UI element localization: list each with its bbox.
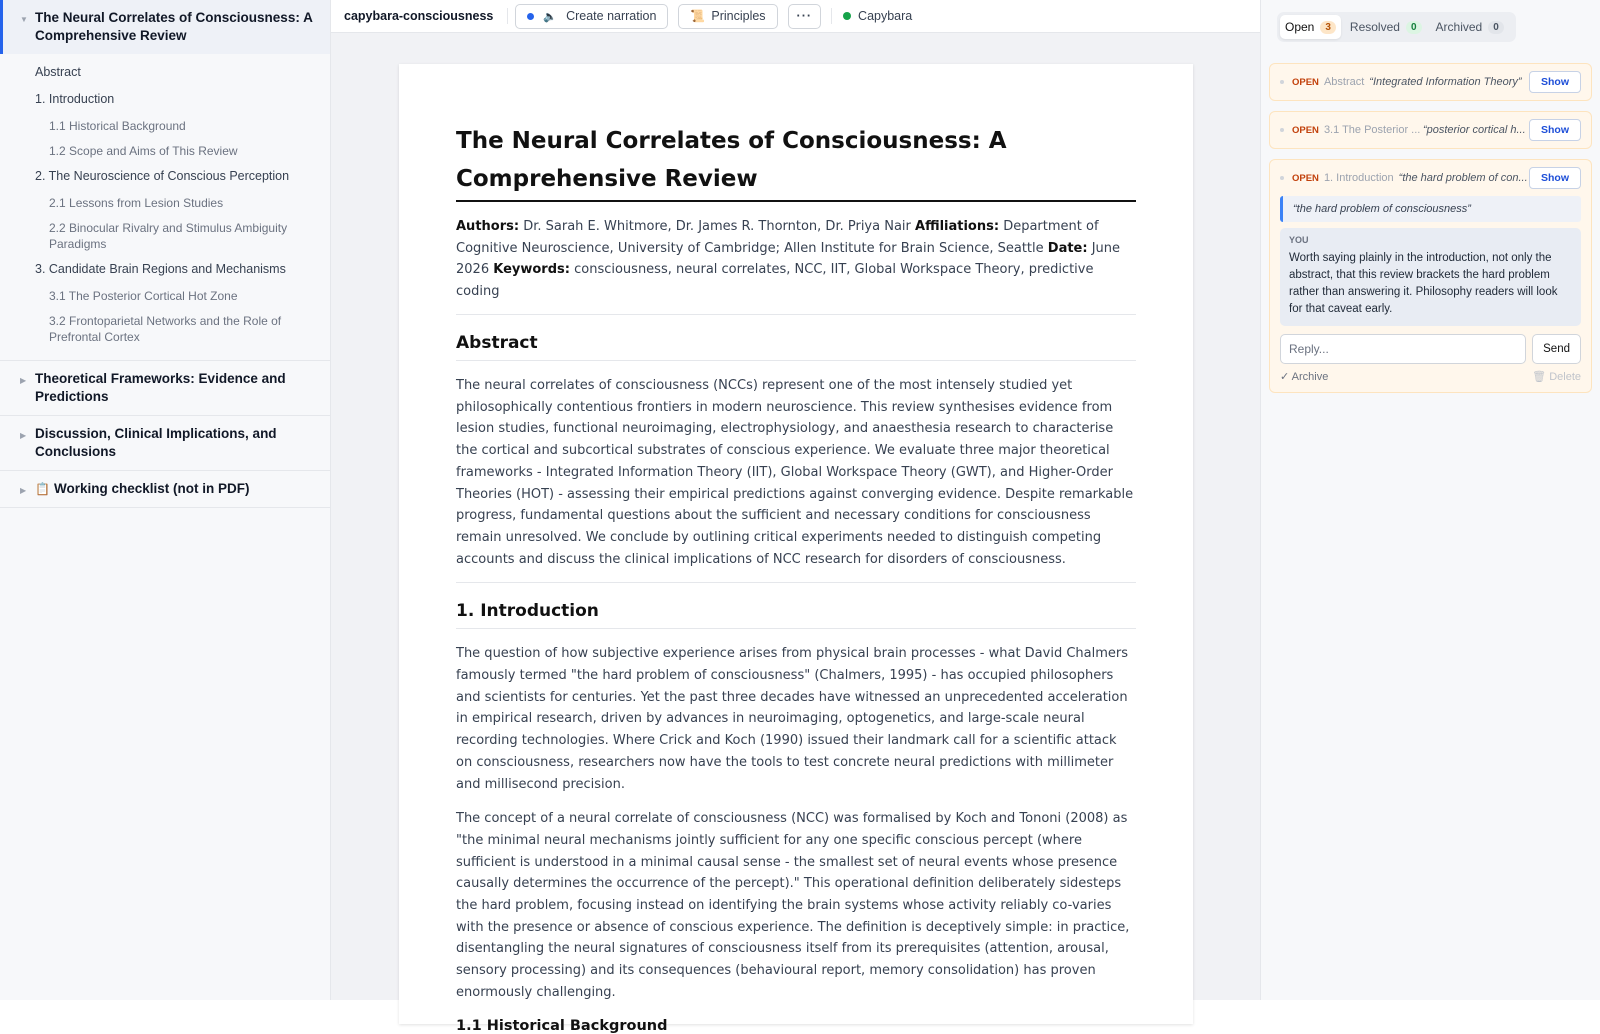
comment-card-header bbox=[1280, 160, 1581, 196]
toc-item-abstract[interactable]: Abstract bbox=[35, 65, 81, 79]
model-status bbox=[843, 9, 912, 23]
comment-card[interactable] bbox=[1269, 63, 1592, 101]
status-badge: OPEN bbox=[1292, 124, 1319, 136]
toolbar-divider bbox=[831, 8, 832, 24]
speaker-icon: 🔈 bbox=[543, 10, 558, 23]
outline-section-title: Working checklist (not in PDF) bbox=[53, 481, 250, 496]
bullet-icon bbox=[1280, 176, 1284, 180]
bullet-icon bbox=[1280, 128, 1284, 132]
create-narration-button[interactable] bbox=[515, 4, 668, 29]
comment-quote: “the hard problem of con... bbox=[1398, 172, 1528, 184]
abstract-paragraph: The neural correlates of consciousness (NCCs) represent one of the most intensely studied yet philosophically contentious frontiers in modern neuroscience. This review synthesises evidence from lesion studies, functional neuroimaging, electrophysiology, and anaesthesia research to characterise the cortical and subcortical substrates of conscious experience. We evaluate three major theoretical frameworks - Integrated Information Theory (IIT), Global Workspace Theory (GWT), and Higher-Order Theories (HOT) - assessing their empirical predictions against converging evidence. Despite remarkable progress, fundamental questions about the sufficient and necessary conditions for consciousness remain unresolved. We conclude by outlining critical experiments needed to distinguish competing accounts and discuss the clinical implications of NCC research for disorders of consciousness. bbox=[456, 375, 1136, 583]
show-button[interactable]: Show bbox=[1529, 119, 1581, 141]
comment-anchor: 1. Introduction bbox=[1323, 172, 1394, 184]
comment-body: Worth saying plainly in the introduction, not only the abstract, that this review brackets the hard problem rather than answering it. Philosophy readers will look for that caveat early. bbox=[1289, 252, 1558, 315]
introduction-paragraph-2: The concept of a neural correlate of consciousness (NCC) was formalised by Koch and Tononi (2008) as "the minimal neural mechanisms jointly sufficient for any one specific conscious percept (where sufficient is understood in a minimal causal sense - the smallest set of neural events whose presence causally determines the occurrence of the percept)." This operational definition deliberately sidesteps the hard problem, focusing instead on identifying the brain systems whose activity reliably co-varies with the presence or absence of conscious experience. The definition is deceptively simple: in practice, disentangling the neural signatures of consciousness itself from its prerequisites (attention, arousal, sensory processing) and its consequences (behavioural report, memory consolidation) has proven enormously challenging. bbox=[456, 811, 1130, 1000]
comment-quote: “Integrated Information Theory” bbox=[1369, 76, 1522, 88]
count-badge: 0 bbox=[1406, 21, 1422, 34]
outline-section bbox=[0, 361, 330, 416]
tab-open[interactable] bbox=[1280, 15, 1341, 39]
outline-toc-list bbox=[0, 54, 330, 360]
outline-section-title: Theoretical Frameworks: Evidence and Predictions bbox=[35, 371, 286, 404]
comment-anchor: 3.1 The Posterior ... bbox=[1323, 124, 1421, 136]
document-canvas[interactable] bbox=[331, 33, 1260, 1034]
outline-section-title: The Neural Correlates of Consciousness: A Comprehensive Review bbox=[35, 10, 313, 43]
outline-section-header-frameworks[interactable] bbox=[0, 361, 330, 415]
tab-resolved[interactable] bbox=[1345, 15, 1427, 39]
introduction-paragraph-1: The question of how subjective experience arises from physical brain processes - what David Chalmers famously termed "the hard problem of consciousness" (Chalmers, 1995) - has occupied philosophers and scientists for centuries. Yet the past three decades have witnessed an unprecedented acceleration in empirical research, driven by advances in neuroimaging, optogenetics, and large-scale neural recording technologies. Where Crick and Koch (1990) issued their landmark call for a scientific attack on consciousness, researchers now have the tools to test concrete neural predictions with millimeter and millisecond precision. bbox=[456, 646, 1129, 792]
keywords-value: consciousness, neural correlates, NCC, IIT, Global Workspace Theory, predictive coding bbox=[456, 262, 1094, 299]
outline-section-header-discussion[interactable] bbox=[0, 416, 330, 470]
authors-value: Dr. Sarah E. Whitmore, Dr. James R. Thornton, Dr. Priya Nair bbox=[523, 219, 911, 234]
comment-author: YOU bbox=[1289, 235, 1309, 245]
outline-section-title-wrap bbox=[35, 480, 249, 498]
affiliations-value: Department of Cognitive Neuroscience, University of Cambridge; Allen Institute for Brain Science, Seattle bbox=[456, 219, 1099, 256]
count-badge: 3 bbox=[1320, 21, 1336, 34]
date-label: Date: bbox=[1047, 240, 1088, 256]
model-name: Capybara bbox=[858, 9, 913, 23]
introduction-heading: 1. Introduction bbox=[456, 601, 1136, 629]
outline-section bbox=[0, 416, 330, 471]
outline-section-title: Discussion, Clinical Implications, and Conclusions bbox=[35, 426, 277, 459]
comment-actions bbox=[1280, 370, 1581, 392]
comment-message bbox=[1280, 228, 1581, 326]
show-button[interactable]: Show bbox=[1529, 71, 1581, 93]
comment-filter-tabs bbox=[1277, 12, 1516, 42]
show-button[interactable]: Show bbox=[1529, 167, 1581, 189]
document-page bbox=[399, 64, 1193, 1034]
send-button[interactable]: Send bbox=[1532, 334, 1581, 364]
date-value: June 2026 bbox=[456, 240, 1121, 277]
keywords-label: Keywords: bbox=[493, 262, 570, 277]
quoted-text: “the hard problem of consciousness” bbox=[1280, 196, 1581, 222]
chevron-down-icon: ▼ bbox=[20, 15, 28, 24]
reply-row bbox=[1280, 334, 1581, 364]
toc-item-binocular-rivalry[interactable]: 2.2 Binocular Rivalry and Stimulus Ambiguity Paradigms bbox=[49, 221, 288, 251]
authors-label: Authors: bbox=[456, 219, 520, 234]
toc-item-posterior-hot-zone[interactable]: 3.1 The Posterior Cortical Hot Zone bbox=[49, 289, 238, 303]
chevron-right-icon: ▶ bbox=[20, 376, 27, 385]
abstract-heading: Abstract bbox=[456, 333, 1136, 361]
affiliations-label: Affiliations: bbox=[915, 219, 1000, 234]
comment-card-header bbox=[1280, 112, 1581, 148]
top-toolbar bbox=[331, 0, 1260, 33]
toc-item-scope-and-aims[interactable]: 1.2 Scope and Aims of This Review bbox=[49, 144, 238, 158]
status-badge: OPEN bbox=[1292, 76, 1319, 88]
comment-card-expanded[interactable] bbox=[1269, 159, 1592, 393]
reply-input[interactable] bbox=[1280, 334, 1526, 364]
tab-archived[interactable] bbox=[1431, 15, 1509, 39]
clipboard-icon: 📋 bbox=[35, 482, 50, 496]
document-meta bbox=[456, 216, 1136, 315]
bullet-icon bbox=[1280, 80, 1284, 84]
outline-section bbox=[0, 0, 330, 361]
comments-panel bbox=[1260, 0, 1600, 1000]
toc-item-lesion-studies[interactable]: 2.1 Lessons from Lesion Studies bbox=[49, 196, 224, 210]
comment-quote: “posterior cortical h... bbox=[1422, 124, 1526, 136]
more-options-button[interactable]: ··· bbox=[788, 4, 822, 29]
count-badge: 0 bbox=[1488, 21, 1504, 34]
toc-item-neuroscience-perception[interactable]: 2. The Neuroscience of Conscious Perception bbox=[35, 169, 290, 183]
scroll-icon: 📜 bbox=[690, 9, 706, 23]
principles-button[interactable] bbox=[678, 4, 777, 29]
outline-section bbox=[0, 471, 330, 508]
historical-background-heading: 1.1 Historical Background bbox=[456, 1017, 668, 1034]
outline-section-header-checklist[interactable] bbox=[0, 471, 330, 507]
toc-item-introduction[interactable]: 1. Introduction bbox=[35, 92, 115, 106]
record-dot-icon bbox=[527, 13, 534, 20]
outline-sidebar bbox=[0, 0, 331, 1000]
document-name: capybara-consciousness bbox=[344, 9, 494, 23]
document-title: The Neural Correlates of Consciousness: A Comprehensive Review bbox=[456, 122, 1136, 202]
toc-item-candidate-regions[interactable]: 3. Candidate Brain Regions and Mechanisms bbox=[35, 262, 286, 276]
create-narration-label: Create narration bbox=[566, 9, 657, 23]
toc-item-historical-background[interactable]: 1.1 Historical Background bbox=[49, 119, 186, 133]
tab-label: Open bbox=[1285, 20, 1315, 34]
status-dot-icon bbox=[843, 12, 851, 20]
comment-card-header bbox=[1280, 64, 1581, 100]
tab-label: Archived bbox=[1435, 20, 1483, 34]
archive-button[interactable]: ✓ Archive bbox=[1280, 371, 1329, 383]
toc-item-frontoparietal-networks[interactable]: 3.2 Frontoparietal Networks and the Role of Prefrontal Cortex bbox=[49, 314, 282, 344]
status-badge: OPEN bbox=[1292, 172, 1319, 184]
delete-button[interactable]: 🗑 Delete bbox=[1532, 371, 1581, 383]
chevron-right-icon: ▶ bbox=[20, 486, 27, 495]
tab-label: Resolved bbox=[1349, 20, 1400, 34]
comment-anchor: Abstract bbox=[1323, 76, 1365, 88]
outline-section-header-main[interactable] bbox=[0, 0, 330, 54]
chevron-right-icon: ▶ bbox=[20, 431, 27, 440]
comment-card[interactable] bbox=[1269, 111, 1592, 149]
toolbar-divider bbox=[507, 8, 508, 24]
principles-label: Principles bbox=[711, 9, 766, 23]
